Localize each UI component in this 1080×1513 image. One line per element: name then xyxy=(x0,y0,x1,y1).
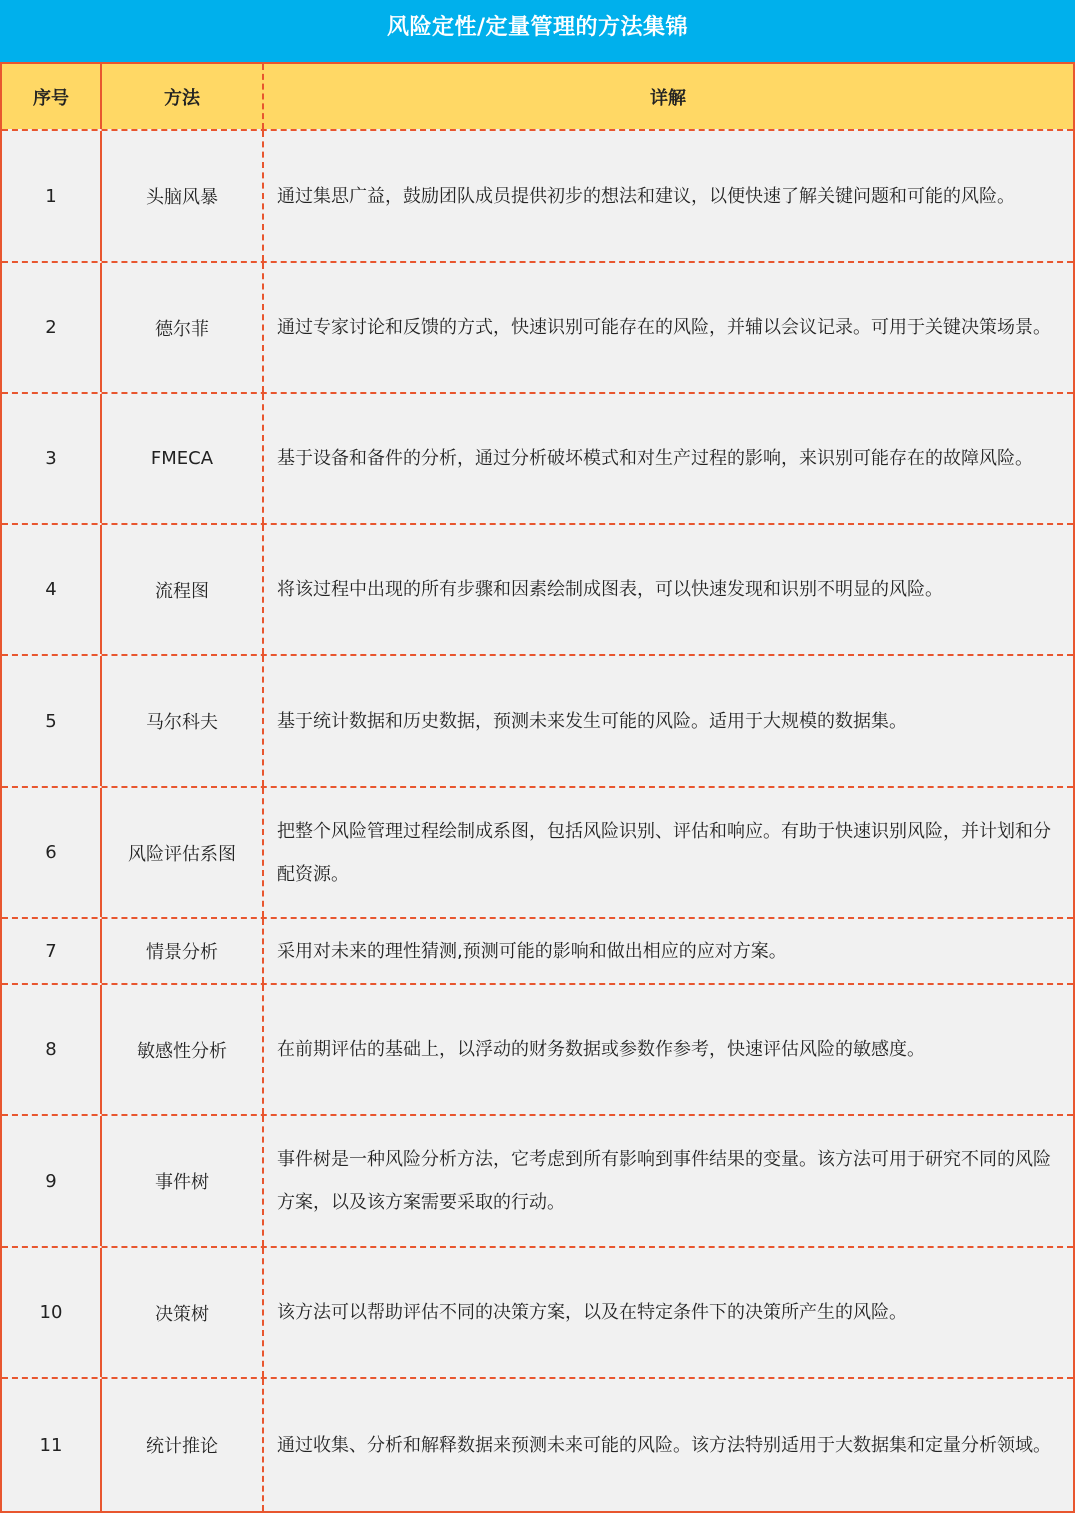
row-detail: 基于设备和备件的分析，通过分析破坏模式和对生产过程的影响，来识别可能存在的故障风险。 xyxy=(277,448,1033,469)
table-row xyxy=(2,261,1073,392)
row-method: 统计推论 xyxy=(102,1379,264,1511)
table-row xyxy=(2,1114,1073,1246)
row-no: 1 xyxy=(2,131,102,261)
row-method: 情景分析 xyxy=(102,919,264,983)
table-row xyxy=(2,654,1073,786)
row-no: 10 xyxy=(2,1248,102,1377)
row-detail: 该方法可以帮助评估不同的决策方案，以及在特定条件下的决策所产生的风险。 xyxy=(277,1302,907,1323)
row-method: 马尔科夫 xyxy=(102,656,264,786)
row-method: 头脑风暴 xyxy=(102,131,264,261)
row-detail: 通过收集、分析和解释数据来预测未来可能的风险。该方法特别适用于大数据集和定量分析领域。 xyxy=(277,1434,1051,1456)
row-no: 6 xyxy=(2,788,102,917)
row-detail: 采用对未来的理性猜测,预测可能的影响和做出相应的应对方案。 xyxy=(277,940,787,962)
row-method: 决策树 xyxy=(102,1248,264,1377)
header-detail: 详解 xyxy=(650,87,686,109)
table-row xyxy=(2,786,1073,917)
header-no: 序号 xyxy=(2,64,102,129)
row-no: 9 xyxy=(2,1116,102,1246)
row-method: 流程图 xyxy=(102,525,264,654)
row-no: 7 xyxy=(2,919,102,983)
row-no: 2 xyxy=(2,263,102,392)
row-method: 敏感性分析 xyxy=(102,985,264,1114)
row-method: 风险评估系图 xyxy=(102,788,264,917)
row-no: 4 xyxy=(2,525,102,654)
row-method: 德尔菲 xyxy=(102,263,264,392)
page-title: 风险定性/定量管理的方法集锦 xyxy=(386,14,689,40)
table-header xyxy=(2,64,1073,129)
row-detail: 通过专家讨论和反馈的方式，快速识别可能存在的风险，并辅以会议记录。可用于关键决策场景。 xyxy=(277,317,1051,338)
table-row xyxy=(2,129,1073,261)
row-detail: 在前期评估的基础上，以浮动的财务数据或参数作参考，快速评估风险的敏感度。 xyxy=(277,1039,925,1060)
title-bar xyxy=(0,0,1075,62)
table-row xyxy=(2,1377,1073,1511)
row-method: FMECA xyxy=(102,394,264,523)
table-row xyxy=(2,523,1073,654)
row-no: 8 xyxy=(2,985,102,1114)
table-row xyxy=(2,1246,1073,1377)
row-no: 11 xyxy=(2,1379,102,1511)
table-row xyxy=(2,983,1073,1114)
row-detail: 将该过程中出现的所有步骤和因素绘制成图表，可以快速发现和识别不明显的风险。 xyxy=(277,579,943,600)
row-detail: 基于统计数据和历史数据，预测未来发生可能的风险。适用于大规模的数据集。 xyxy=(277,710,907,732)
table-row xyxy=(2,392,1073,523)
table-row xyxy=(2,917,1073,983)
row-detail: 事件树是一种风险分析方法，它考虑到所有影响到事件结果的变量。该方法可用于研究不同的风险方案，以及该方案需要采取的行动。 xyxy=(277,1149,1051,1213)
row-detail: 把整个风险管理过程绘制成系图，包括风险识别、评估和响应。有助于快速识别风险，并计划和分配资源。 xyxy=(277,820,1051,885)
row-no: 5 xyxy=(2,656,102,786)
row-no: 3 xyxy=(2,394,102,523)
methods-table xyxy=(0,62,1075,1513)
header-method: 方法 xyxy=(102,64,264,129)
row-method: 事件树 xyxy=(102,1116,264,1246)
row-detail: 通过集思广益，鼓励团队成员提供初步的想法和建议，以便快速了解关键问题和可能的风险。 xyxy=(277,185,1015,207)
